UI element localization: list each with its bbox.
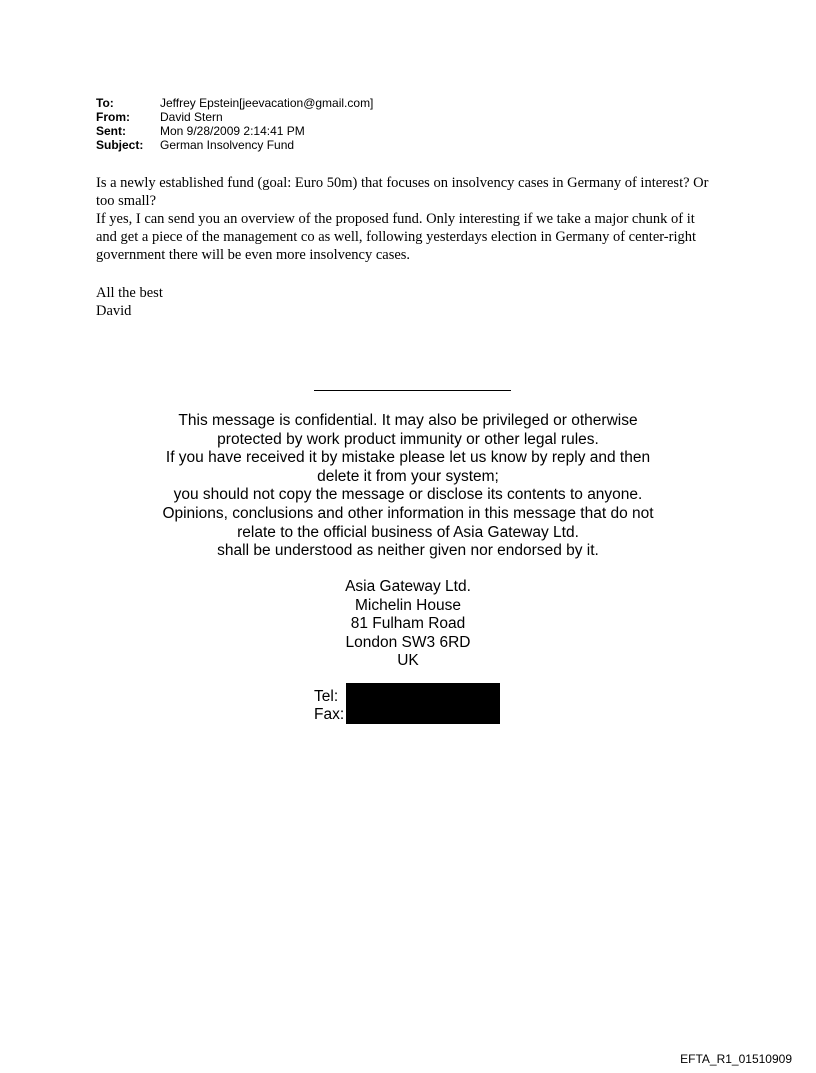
to-row: [96, 96, 373, 110]
subject-row: [96, 138, 373, 152]
sender-name: David: [96, 303, 132, 319]
disclaimer-line: shall be understood as neither given nor endorsed by it.: [217, 542, 599, 560]
disclaimer-line: Opinions, conclusions and other information in this message that do not: [162, 504, 654, 522]
redaction-block: [346, 683, 500, 724]
email-header: [96, 96, 373, 152]
tel-row: [314, 688, 344, 706]
subject-label: Subject:: [96, 138, 144, 152]
disclaimer-line: This message is confidential. It may also be privileged or otherwise: [178, 412, 638, 429]
disclaimer-line: If you have received it by mistake please let us know by reply and then: [165, 449, 651, 467]
disclaimer-line: protected by work product immunity or other legal rules.: [217, 430, 599, 448]
sent-label: Sent:: [96, 124, 126, 138]
company-address: [258, 578, 558, 671]
to-value: Jeffrey Epstein[jeevacation@gmail.com]: [160, 96, 374, 110]
from-row: [96, 110, 373, 124]
address-line: London SW3 6RD: [345, 633, 471, 651]
document-id: EFTA_R1_01510909: [680, 1052, 792, 1066]
closing-line: All the best: [96, 285, 163, 301]
to-label: To:: [96, 96, 114, 110]
disclaimer-line: delete it from your system;: [317, 467, 499, 485]
from-value: David Stern: [160, 110, 223, 124]
from-label: From:: [96, 110, 130, 124]
address-line: UK: [397, 652, 419, 670]
address-line: Asia Gateway Ltd.: [345, 578, 471, 595]
disclaimer-line: you should not copy the message or disclose its contents to anyone.: [173, 486, 643, 504]
sent-value: Mon 9/28/2009 2:14:41 PM: [160, 124, 305, 138]
tel-label: Tel:: [314, 688, 339, 705]
confidentiality-disclaimer: [108, 412, 708, 561]
disclaimer-line: relate to the official business of Asia Gateway Ltd.: [237, 523, 579, 541]
address-line: Michelin House: [355, 596, 461, 614]
address-line: 81 Fulham Road: [350, 615, 466, 633]
signature-divider: [314, 390, 511, 391]
body-paragraph-1: Is a newly established fund (goal: Euro 50m) that focuses on insolvency cases in Germany of interest? Or too small?: [96, 175, 709, 209]
sent-row: [96, 124, 373, 138]
signoff: [96, 284, 163, 320]
contact-info: [314, 688, 344, 724]
email-body: [96, 174, 716, 264]
fax-row: [314, 706, 344, 724]
fax-label: Fax:: [314, 706, 345, 723]
subject-value: German Insolvency Fund: [160, 138, 295, 152]
body-paragraph-2: If yes, I can send you an overview of the proposed fund. Only interesting if we take a major chunk of it and get a piece of the management co as well, following yesterdays election in Germany of center-right government there will be even more insolvency cases.: [96, 211, 697, 263]
